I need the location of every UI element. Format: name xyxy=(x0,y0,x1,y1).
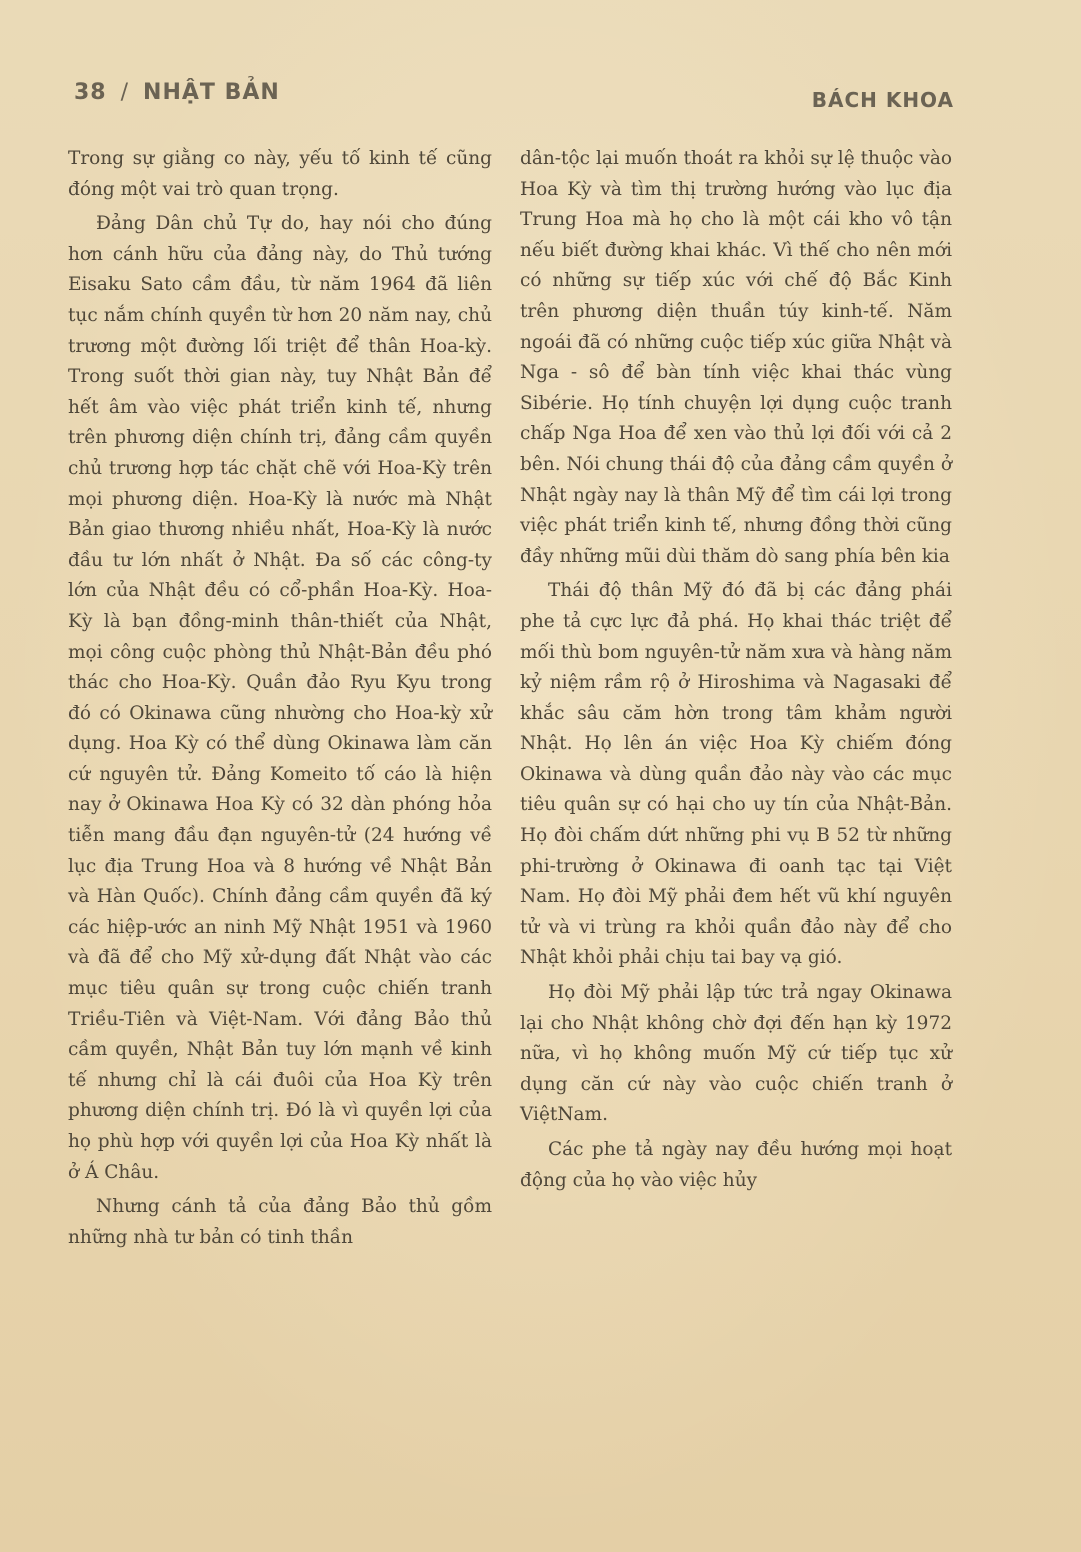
paragraph: Trong sự giằng co này, yếu tố kinh tế cũng đóng một vai trò quan trọng. xyxy=(68,148,492,200)
paragraph: Họ đòi Mỹ phải lập tức trả ngay Okinawa lại cho Nhật không chờ đợi đến hạn kỳ 1972 nữa, vì họ không muốn Mỹ cứ tiếp tục xử dụng căn cứ này vào cuộc chiến tranh ở ViệtNam. xyxy=(520,982,952,1126)
right-column xyxy=(520,144,952,1196)
paragraph: dân-tộc lại muốn thoát ra khỏi sự lệ thuộc vào Hoa Kỳ và tìm thị trường hướng vào lục địa Trung Hoa mà họ cho là một cái kho vô tận nếu biết đường khai khác. Vì thế cho nên mới có những sự tiếp xúc với chế độ Bắc Kinh trên phương diện thuần túy kinh-tế. Năm ngoái đã có những cuộc tiếp xúc giữa Nhật và Nga - sô để bàn tính việc khai thác vùng Sibérie. Họ tính chuyện lợi dụng cuộc tranh chấp Nga Hoa để xen vào thủ lợi đối với cả 2 bên. Nói chung thái độ của đảng cầm quyền ở Nhật ngày nay là thân Mỹ để tìm cái lợi trong việc phát triển kinh tế, nhưng đồng thời cũng đầy những mũi dùi thăm dò sang phía bên kia xyxy=(520,148,952,567)
paragraph: Nhưng cánh tả của đảng Bảo thủ gồm những nhà tư bản có tinh thần xyxy=(68,1196,492,1248)
paragraph: Đảng Dân chủ Tự do, hay nói cho đúng hơn cánh hữu của đảng này, do Thủ tướng Eisaku Sato cầm đầu, từ năm 1964 đã liên tục nắm chính quyền từ hơn 20 năm nay, chủ trương một đường lối triệt để thân Hoa-kỳ. Trong suốt thời gian này, tuy Nhật Bản để hết âm vào việc phát triển kinh tế, nhưng trên phương diện chính trị, đảng cầm quyền chủ trương hợp tác chặt chẽ với Hoa-Kỳ trên mọi phương diện. Hoa-Kỳ là nước mà Nhật Bản giao thương nhiều nhất, Hoa-Kỳ là nước đầu tư lớn nhất ở Nhật. Đa số các công-ty lớn của Nhật đều có cổ-phần Hoa-Kỳ. Hoa-Kỳ là bạn đồng-minh thân-thiết của Nhật, mọi công cuộc phòng thủ Nhật-Bản đều phó thác cho Hoa-Kỳ. Quần đảo Ryu Kyu trong đó có Okinawa cũng nhường cho Hoa-kỳ xử dụng. Hoa Kỳ có thể dùng Okinawa làm căn cứ nguyên tử. Đảng Komeito tố cáo là hiện nay ở Okinawa Hoa Kỳ có 32 dàn phóng hỏa tiễn mang đầu đạn nguyên-tử (24 hướng về lục địa Trung Hoa và 8 hướng về Nhật Bản và Hàn Quốc). Chính đảng cầm quyền đã ký các hiệp-ước an ninh Mỹ Nhật 1951 và 1960 và đã để cho Mỹ xử-dụng đất Nhật vào các mục tiêu quân sự trong cuộc chiến tranh Triều-Tiên và Việt-Nam. Với đảng Bảo thủ cầm quyền, Nhật Bản tuy lớn mạnh về kinh tế nhưng chỉ là cái đuôi của Hoa Kỳ trên phương diện chính trị. Đó là vì quyền lợi của họ phù hợp với quyền lợi của Hoa Kỳ nhất là ở Á Châu. xyxy=(68,213,492,1183)
page-number: 38 xyxy=(74,80,107,105)
header-left xyxy=(74,80,280,105)
paragraph: Thái độ thân Mỹ đó đã bị các đảng phái phe tả cực lực đả phá. Họ khai thác triệt để mối thù bom nguyên-tử năm xưa và hàng năm kỷ niệm rầm rộ ở Hiroshima và Nagasaki để khắc sâu căm hờn trong tâm khảm người Nhật. Họ lên án việc Hoa Kỳ chiếm đóng Okinawa và dùng quần đảo này vào các mục tiêu quân sự có hại cho uy tín của Nhật-Bản. Họ đòi chấm dứt những phi vụ B 52 từ những phi-trường ở Okinawa đi oanh tạc tại Việt Nam. Họ đòi Mỹ phải đem hết vũ khí nguyên tử và vi trùng ra khỏi quần đảo này để cho Nhật khỏi phải chịu tai bay vạ gió. xyxy=(520,580,952,969)
left-column xyxy=(68,144,492,1253)
paragraph: Các phe tả ngày nay đều hướng mọi hoạt động của họ vào việc hủy xyxy=(520,1139,952,1191)
section-title: NHẬT BẢN xyxy=(143,80,280,105)
header-separator: / xyxy=(120,80,130,105)
page-header xyxy=(74,80,954,120)
publication-title: BÁCH KHOA xyxy=(811,88,954,112)
